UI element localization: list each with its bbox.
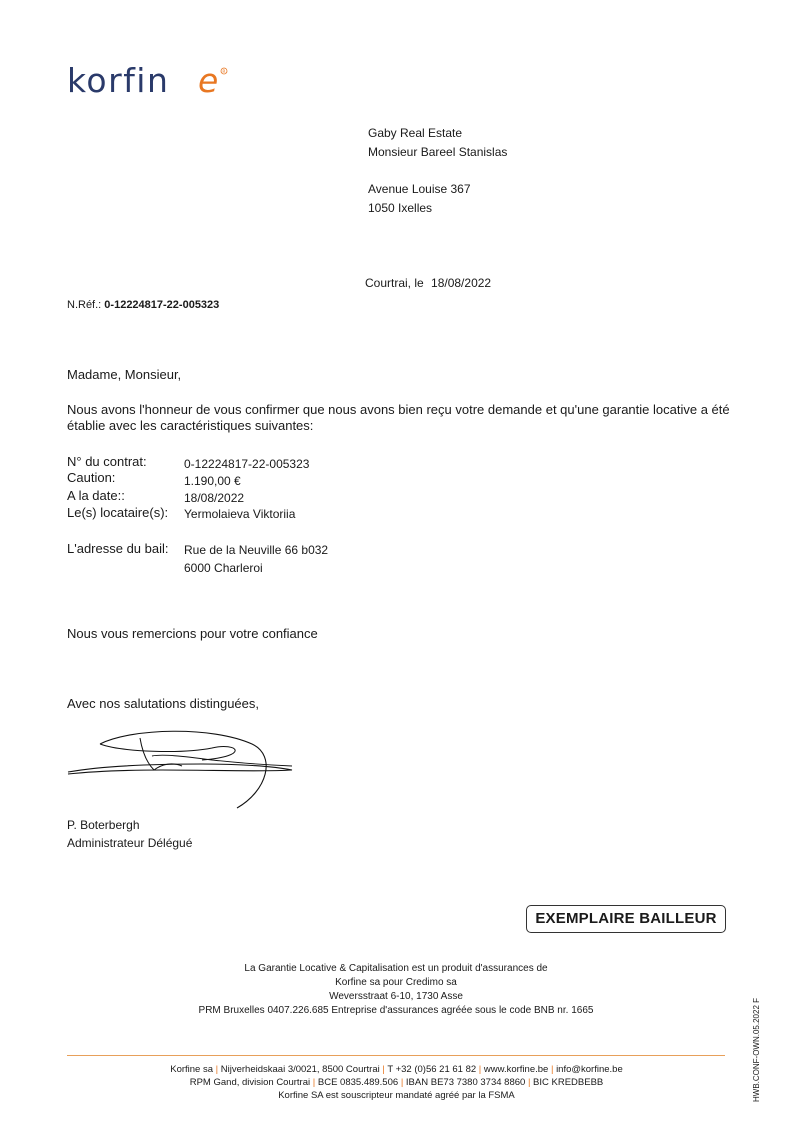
svg-text:korfin: korfin [67, 62, 170, 100]
thanks-text: Nous vous remercions pour votre confiance [67, 626, 318, 641]
footer-fsma: Korfine SA est souscripteur mandaté agréé par la FSMA [278, 1090, 515, 1101]
lease-address-line: Rue de la Neuville 66 b032 [184, 543, 329, 557]
place-label: Courtrai, le [365, 276, 424, 290]
lease-address-line: 6000 Charleroi [184, 561, 263, 575]
letter-date: 18/08/2022 [431, 276, 492, 290]
reference-label: N.Réf.: [67, 299, 102, 311]
recipient-city: 1050 Ixelles [368, 201, 433, 215]
closing-text: Avec nos salutations distinguées, [67, 696, 259, 711]
footer-address: Nijverheidskaai 3/0021, 8500 Courtrai [220, 1064, 380, 1075]
footer-website-link[interactable]: www.korfine.be [483, 1064, 549, 1075]
footer-bic: BIC KREDBEBB [533, 1077, 604, 1088]
detail-value: 18/08/2022 [184, 491, 245, 505]
lease-address-label: L'adresse du bail: [67, 541, 169, 556]
intro-paragraph: Nous avons l'honneur de vous confirmer que nous avons bien reçu votre demande et qu'une garantie locative a été établie avec les caractéristiques suivantes: [67, 402, 730, 433]
footer-iban: IBAN BE73 7380 3734 8860 [405, 1077, 526, 1088]
signatory-name: P. Boterbergh [67, 818, 140, 832]
document-code: HWB.CONF-OWN.05.2022 F [752, 997, 761, 1102]
place-date [365, 276, 491, 290]
footer-line1: Korfine sa | Nijverheidskaai 3/0021, 8500 Courtrai | T +32 (0)56 21 61 82 | www.korfine.be | info@korfine.be [170, 1064, 623, 1075]
korfine-logo [67, 62, 237, 102]
copy-stamp: EXEMPLAIRE BAILLEUR [526, 905, 726, 933]
footer-phone: T +32 (0)56 21 61 82 [387, 1064, 477, 1075]
legal-line: Weversstraat 6-10, 1730 Asse [329, 991, 463, 1002]
footer-line2: RPM Gand, division Courtrai | BCE 0835.489.506 | IBAN BE73 7380 3734 8860 | BIC KREDBEBB [189, 1077, 604, 1088]
salutation: Madame, Monsieur, [67, 367, 182, 382]
handwritten-signature [62, 726, 302, 812]
reference-value: 0-12224817-22-005323 [104, 299, 220, 311]
recipient-company: Gaby Real Estate [368, 126, 463, 140]
recipient-name: Monsieur Bareel Stanislas [368, 145, 508, 159]
detail-label: A la date:: [67, 488, 125, 503]
reference [67, 299, 219, 311]
svg-text:R: R [222, 70, 226, 75]
detail-value: Yermolaieva Viktoriia [184, 507, 296, 521]
legal-line: PRM Bruxelles 0407.226.685 Entreprise d'assurances agréée sous le code BNB nr. 1665 [198, 1005, 594, 1016]
footer-company: Korfine sa [170, 1064, 214, 1075]
recipient-street: Avenue Louise 367 [368, 182, 471, 196]
footer-email-link[interactable]: info@korfine.be [556, 1064, 623, 1075]
detail-label: N° du contrat: [67, 454, 147, 469]
footer-rpm: RPM Gand, division Courtrai [189, 1077, 311, 1088]
footer-divider [67, 1055, 725, 1056]
footer-bce: BCE 0835.489.506 [317, 1077, 399, 1088]
signatory-title: Administrateur Délégué [67, 836, 193, 850]
detail-value: 0-12224817-22-005323 [184, 457, 310, 471]
detail-label: Le(s) locataire(s): [67, 505, 169, 520]
detail-label: Caution: [67, 470, 116, 485]
legal-line: Korfine sa pour Credimo sa [335, 977, 457, 988]
legal-line: La Garantie Locative & Capitalisation est un produit d'assurances de [244, 963, 548, 974]
detail-value: 1.190,00 € [184, 474, 241, 488]
svg-text:e: e [198, 62, 219, 100]
